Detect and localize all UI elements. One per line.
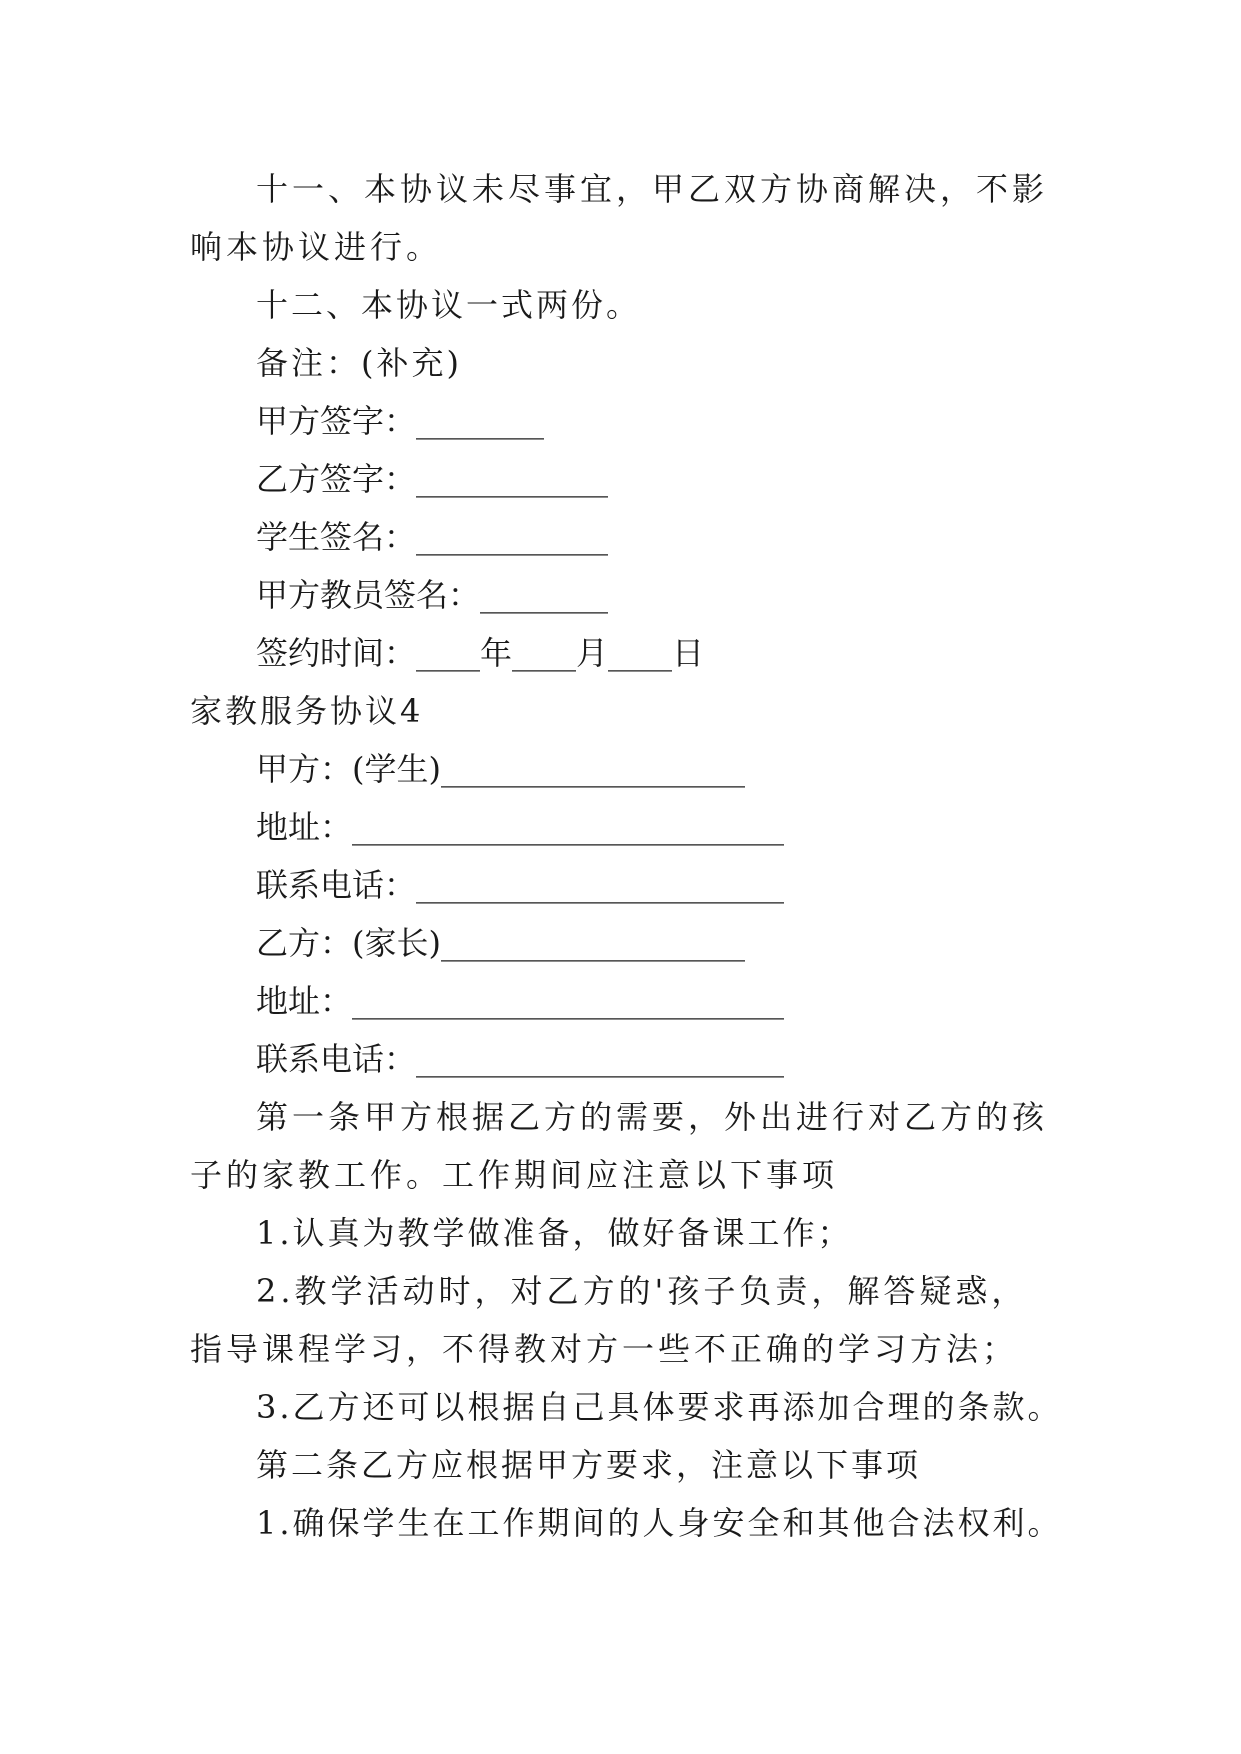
party-b-address-line: 地址：___________________________	[256, 982, 785, 1020]
article-2: 第二条乙方应根据甲方要求，注意以下事项	[256, 1446, 922, 1484]
party-a-signature-line: 甲方签字：________	[256, 402, 545, 440]
party-a-line: 甲方：(学生)___________________	[256, 750, 745, 788]
party-b-signature-line: 乙方签字：____________	[256, 460, 609, 498]
article-1-item-2: 2.教学活动时，对乙方的'孩子负责，解答疑惑，指导课程学习，不得教对方一些不正确的学习方法；	[190, 1272, 1028, 1368]
student-signature-line: 学生签名：____________	[256, 518, 609, 556]
clause-11: 十一、本协议未尽事宜，甲乙双方协商解决，不影响本协议进行。	[190, 170, 1049, 266]
section-title: 家教服务协议4	[190, 692, 424, 730]
party-b-line: 乙方：(家长)___________________	[256, 924, 745, 962]
remark: 备注：(补充)	[256, 344, 462, 382]
article-1: 第一条甲方根据乙方的需要，外出进行对乙方的孩子的家教工作。工作期间应注意以下事项	[190, 1098, 1049, 1194]
article-1-item-3: 3.乙方还可以根据自己具体要求再添加合理的条款。	[256, 1388, 1063, 1426]
party-a-address-line: 地址：___________________________	[256, 808, 785, 846]
tutor-signature-line: 甲方教员签名：________	[256, 576, 609, 614]
clause-12: 十二、本协议一式两份。	[256, 286, 642, 324]
party-b-phone-line: 联系电话：_______________________	[256, 1040, 785, 1078]
party-a-phone-line: 联系电话：_______________________	[256, 866, 785, 904]
signing-date-line: 签约时间：____年____月____日	[256, 634, 705, 672]
article-1-item-1: 1.认真为教学做准备，做好备课工作；	[256, 1214, 853, 1252]
document-body	[190, 160, 1063, 1552]
article-2-item-1: 1.确保学生在工作期间的人身安全和其他合法权利。	[256, 1504, 1063, 1542]
